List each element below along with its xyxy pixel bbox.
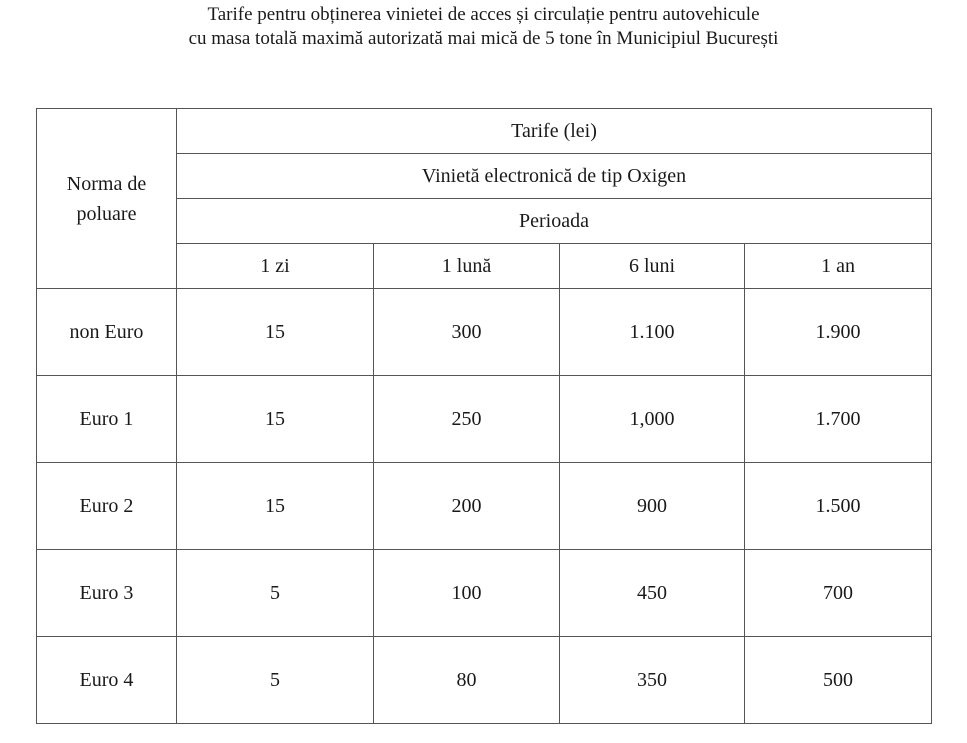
value-cell: 350 bbox=[560, 637, 745, 724]
value-cell: 900 bbox=[560, 463, 745, 550]
value-cell: 100 bbox=[374, 550, 560, 637]
value-cell: 200 bbox=[374, 463, 560, 550]
value-cell: 250 bbox=[374, 376, 560, 463]
value-cell: 1.100 bbox=[560, 289, 745, 376]
vignette-header: Vinietă electronică de tip Oxigen bbox=[177, 154, 932, 199]
period-1-month: 1 lună bbox=[374, 244, 560, 289]
value-cell: 450 bbox=[560, 550, 745, 637]
norm-cell: Euro 4 bbox=[37, 637, 177, 724]
period-6-months: 6 luni bbox=[560, 244, 745, 289]
value-cell: 1.900 bbox=[745, 289, 932, 376]
title-line-1: Tarife pentru obținerea vinietei de acces și circulație pentru autovehicule bbox=[207, 4, 760, 25]
title-line-2: cu masa totală maximă autorizată mai mică de 5 tone în Municipiul București bbox=[188, 28, 779, 49]
norm-cell: Euro 3 bbox=[37, 550, 177, 637]
table-row bbox=[37, 289, 932, 376]
period-header: Perioada bbox=[177, 199, 932, 244]
norm-header-line-1: Norma de bbox=[66, 172, 147, 195]
value-cell: 1.500 bbox=[745, 463, 932, 550]
table-row bbox=[37, 376, 932, 463]
value-cell: 15 bbox=[177, 463, 374, 550]
table-row bbox=[37, 463, 932, 550]
value-cell: 1,000 bbox=[560, 376, 745, 463]
period-1-day: 1 zi bbox=[177, 244, 374, 289]
norm-header-cell bbox=[37, 109, 177, 289]
document-title bbox=[0, 3, 967, 51]
value-cell: 5 bbox=[177, 550, 374, 637]
value-cell: 80 bbox=[374, 637, 560, 724]
value-cell: 5 bbox=[177, 637, 374, 724]
value-cell: 700 bbox=[745, 550, 932, 637]
value-cell: 1.700 bbox=[745, 376, 932, 463]
table-row bbox=[37, 550, 932, 637]
value-cell: 500 bbox=[745, 637, 932, 724]
value-cell: 300 bbox=[374, 289, 560, 376]
norm-cell: Euro 1 bbox=[37, 376, 177, 463]
norm-cell: non Euro bbox=[37, 289, 177, 376]
table-row bbox=[37, 637, 932, 724]
tariffs-header: Tarife (lei) bbox=[177, 109, 932, 154]
value-cell: 15 bbox=[177, 289, 374, 376]
header-row-tariffs bbox=[37, 109, 932, 154]
norm-cell: Euro 2 bbox=[37, 463, 177, 550]
tariff-table bbox=[36, 108, 932, 724]
value-cell: 15 bbox=[177, 376, 374, 463]
norm-header-line-2: poluare bbox=[76, 202, 137, 225]
period-1-year: 1 an bbox=[745, 244, 932, 289]
